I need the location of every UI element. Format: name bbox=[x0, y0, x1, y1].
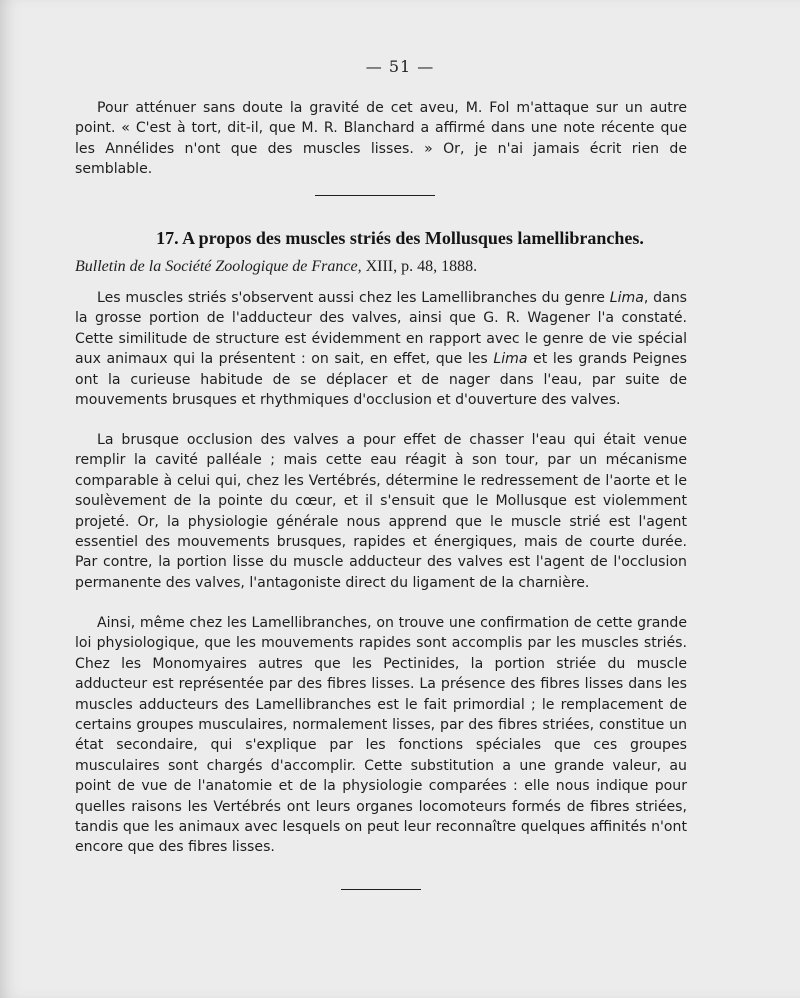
section-divider-top bbox=[315, 195, 435, 196]
paragraph-muscles-stries bbox=[75, 288, 687, 410]
citation bbox=[75, 258, 687, 276]
section-divider-bottom bbox=[341, 889, 421, 890]
paragraph-part: et les grands Peignes ont la curieuse habitude de se déplacer et de nager dans l'eau, par suite de mouvements brusques et rhythmiques d'occlusion et d'ouverture des valves. bbox=[75, 351, 687, 409]
paragraph-intro: Pour atténuer sans doute la gravité de cet aveu, M. Fol m'attaque sur un autre point. « C'est à tort, dit-il, que M. R. Blanchard a affirmé dans une note récente que les Annélides n'ont que des muscles lisses. » Or, je n'ai jamais écrit rien de semblable. bbox=[75, 100, 687, 178]
paragraph-part: , dans la grosse portion de l'adducteur des valves, ainsi que G. R. Wagener l'a constaté. Cette similitude de structure est évidemment en rapport avec le genre de vie spécial aux animaux qui la présentent : on sait, en effet, que les bbox=[75, 290, 687, 368]
page-number: — 51 — bbox=[365, 57, 435, 76]
section-heading: 17. A propos des muscles striés des Mollusques lamellibranches. bbox=[156, 228, 644, 248]
citation-journal: Bulletin de la Société Zoologique de France, bbox=[75, 258, 362, 275]
paragraph-part: Les muscles striés s'observent aussi chez les Lamellibranches du genre bbox=[97, 290, 610, 306]
genus-name: Lima bbox=[609, 290, 644, 306]
paragraph-occlusion: La brusque occlusion des valves a pour effet de chasser l'eau qui était venue remplir la cavité palléale ; mais cette eau réagit à son tour, par un mécanisme comparable à celui qui, chez les Vertébrés, détermine le redressement de l'aorte et le soulèvement de la pointe du cœur, et il s'ensuit que le Mollusque est violemment projeté. Or, la physiologie générale nous apprend que le muscle strié est l'agent essentiel des mouvements brusques, rapides et énergiques, mais de courte durée. Par contre, la portion lisse du muscle adducteur des valves est l'agent de l'occlusion permanente des valves, l'antagoniste direct du ligament de la charnière. bbox=[75, 432, 687, 591]
citation-details: XIII, p. 48, 1888. bbox=[361, 258, 478, 275]
paragraph-conclusion: Ainsi, même chez les Lamellibranches, on trouve une confirmation de cette grande loi physiologique, que les mouvements rapides sont accomplis par les muscles striés. Chez les Monomyaires autres que les Pectinides, la portion striée du muscle adducteur est représentée par des fibres lisses. La présence des fibres lisses dans les muscles adducteurs des Lamellibranches est le fait primordial ; le remplacement de certains groupes musculaires, normalement lisses, par des fibres striées, constitue un état secondaire, qui s'explique par les fonctions spéciales que ces groupes musculaires sont chargés d'accomplir. Cette substitution a une grande valeur, au point de vue de l'anatomie et de la physiologie comparées : elle nous indique pour quelles raisons les Vertébrés ont leurs organes locomoteurs formés de fibres striées, tandis que les animaux avec lesquels on peut leur reconnaître quelques affinités n'ont encore que des fibres lisses. bbox=[75, 615, 687, 856]
genus-name: Lima bbox=[493, 351, 528, 368]
